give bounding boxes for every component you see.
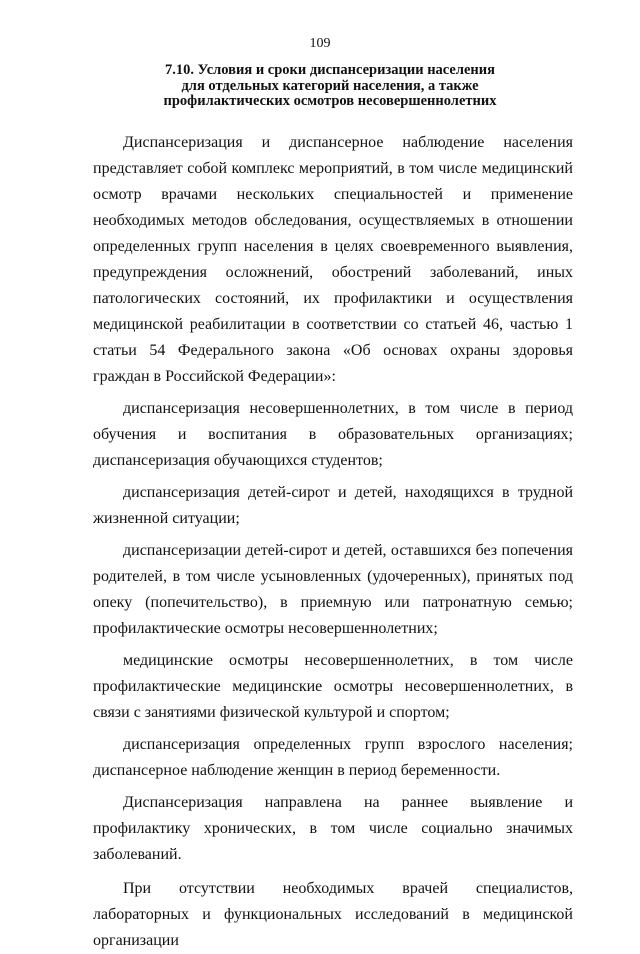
paragraph-list-item: диспансеризация несовершеннолетних, в том числе в период обучения и воспитания в образовательных организациях; диспансеризация обучающихся студентов; <box>93 400 573 469</box>
paragraph-continued: При отсутствии необходимых врачей специалистов, лабораторных и функциональных исследований в медицинской организации <box>93 880 573 949</box>
paragraph-intro: Диспансеризация и диспансерное наблюдение населения представляет собой комплекс мероприятий, в том числе медицинский осмотр врачами нескольких специальностей и применение необходимых методов обследования, осуществляемых в отношении определенных групп населения в целях своевременного выявления, предупреждения осложнений, обострений заболеваний, иных патологических состояний, их профилактики и осуществления медицинской реабилитации в соответствии со статьей 46, частью 1 статьи 54 Федерального закона «Об основах охраны здоровья граждан в Российской Федерации»: <box>93 134 573 385</box>
paragraph-list-item: диспансеризация определенных групп взрослого населения; диспансерное наблюдение женщин в период беременности. <box>93 736 573 779</box>
heading-line-1: 7.10. Условия и сроки диспансеризации населения <box>165 62 495 78</box>
paragraph-list-item: диспансеризации детей-сирот и детей, оставшихся без попечения родителей, в том числе усыновленных (удочеренных), принятых под опеку (попечительство), в приемную или патронатную семью; профилактические осмотры несовершеннолетних; <box>93 542 573 637</box>
heading-line-3: профилактических осмотров несовершеннолетних <box>163 93 497 109</box>
heading-line-2: для отдельных категорий населения, а также <box>181 77 479 94</box>
paragraph-list-item: медицинские осмотры несовершеннолетних, в том числе профилактические медицинские осмотры несовершеннолетних, в связи с занятиями физической культурой и спортом; <box>93 652 573 721</box>
section-heading <box>130 63 530 110</box>
paragraph-purpose: Диспансеризация направлена на раннее выявление и профилактику хронических, в том числе социально значимых заболеваний. <box>93 794 573 863</box>
page-number: 109 <box>309 36 331 51</box>
paragraph-list-item: диспансеризация детей-сирот и детей, находящихся в трудной жизненной ситуации; <box>93 484 573 527</box>
body-text <box>93 130 573 954</box>
